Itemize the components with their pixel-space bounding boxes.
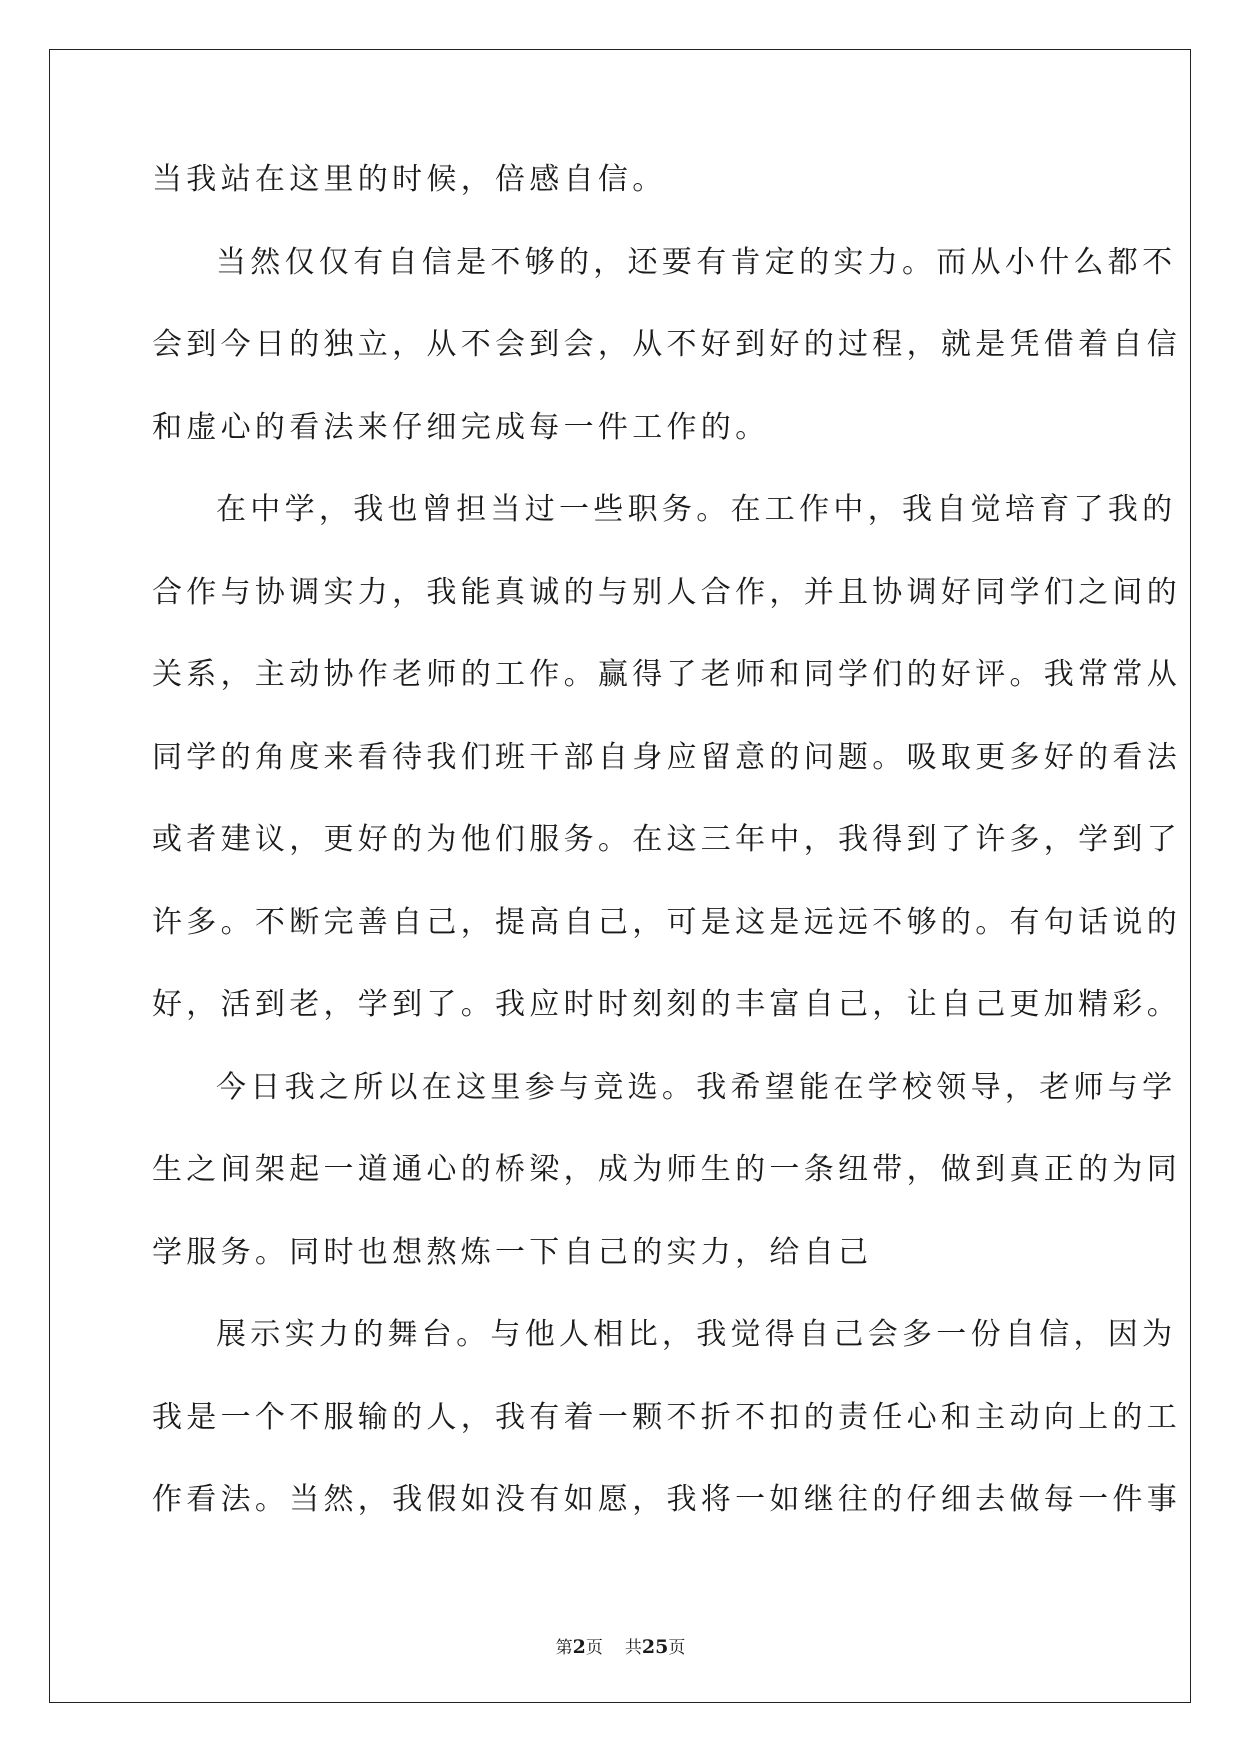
paragraph-line: 会到今日的独立，从不会到会，从不好到好的过程，就是凭借着自信 (152, 327, 1181, 362)
page-number: 2 (572, 1636, 586, 1658)
total-pages: 25 (641, 1636, 669, 1658)
page-prefix: 第 (555, 1638, 573, 1658)
paragraph-line: 许多。不断完善自己，提高自己，可是这是远远不够的。有句话说的 (152, 904, 1181, 940)
page-suffix: 页 (585, 1638, 603, 1658)
paragraph-line: 和虚心的看法来仔细完成每一件工作的。 (152, 409, 770, 445)
paragraph-line: 生之间架起一道通心的桥梁，成为师生的一条纽带，做到真正的为同 (152, 1152, 1181, 1187)
paragraph-line: 作看法。当然，我假如没有如愿，我将一如继往的仔细去做每一件事 (152, 1482, 1181, 1517)
paragraph-line: 我是一个不服输的人，我有着一颗不折不扣的责任心和主动向上的工 (152, 1399, 1181, 1435)
page-footer (0, 1637, 1241, 1658)
paragraph-line: 或者建议，更好的为他们服务。在这三年中，我得到了许多，学到了 (152, 822, 1181, 857)
paragraph-line: 学服务。同时也想熬炼一下自己的实力，给自己 (152, 1234, 873, 1270)
paragraph-line: 关系，主动协作老师的工作。赢得了老师和同学们的好评。我常常从 (152, 657, 1181, 692)
paragraph-line: 今日我之所以在这里参与竞选。我希望能在学校领导，老师与学 (216, 1069, 1177, 1105)
paragraph-line: 当我站在这里的时候，倍感自信。 (152, 162, 667, 197)
document-body (152, 160, 1181, 1563)
paragraph-line: 同学的角度来看待我们班干部自身应留意的问题。吸取更多好的看法 (152, 739, 1181, 775)
total-prefix: 共 (624, 1638, 642, 1658)
total-suffix: 页 (668, 1638, 686, 1658)
paragraph-line: 当然仅仅有自信是不够的，还要有肯定的实力。而从小什么都不 (216, 244, 1177, 280)
paragraph-line: 在中学，我也曾担当过一些职务。在工作中，我自觉培育了我的 (216, 492, 1177, 527)
paragraph-line: 合作与协调实力，我能真诚的与别人合作，并且协调好同学们之间的 (152, 574, 1181, 610)
paragraph-line: 好，活到老，学到了。我应时时刻刻的丰富自己，让自己更加精彩。 (152, 987, 1181, 1022)
paragraph-line: 展示实力的舞台。与他人相比，我觉得自己会多一份自信，因为 (216, 1317, 1177, 1352)
